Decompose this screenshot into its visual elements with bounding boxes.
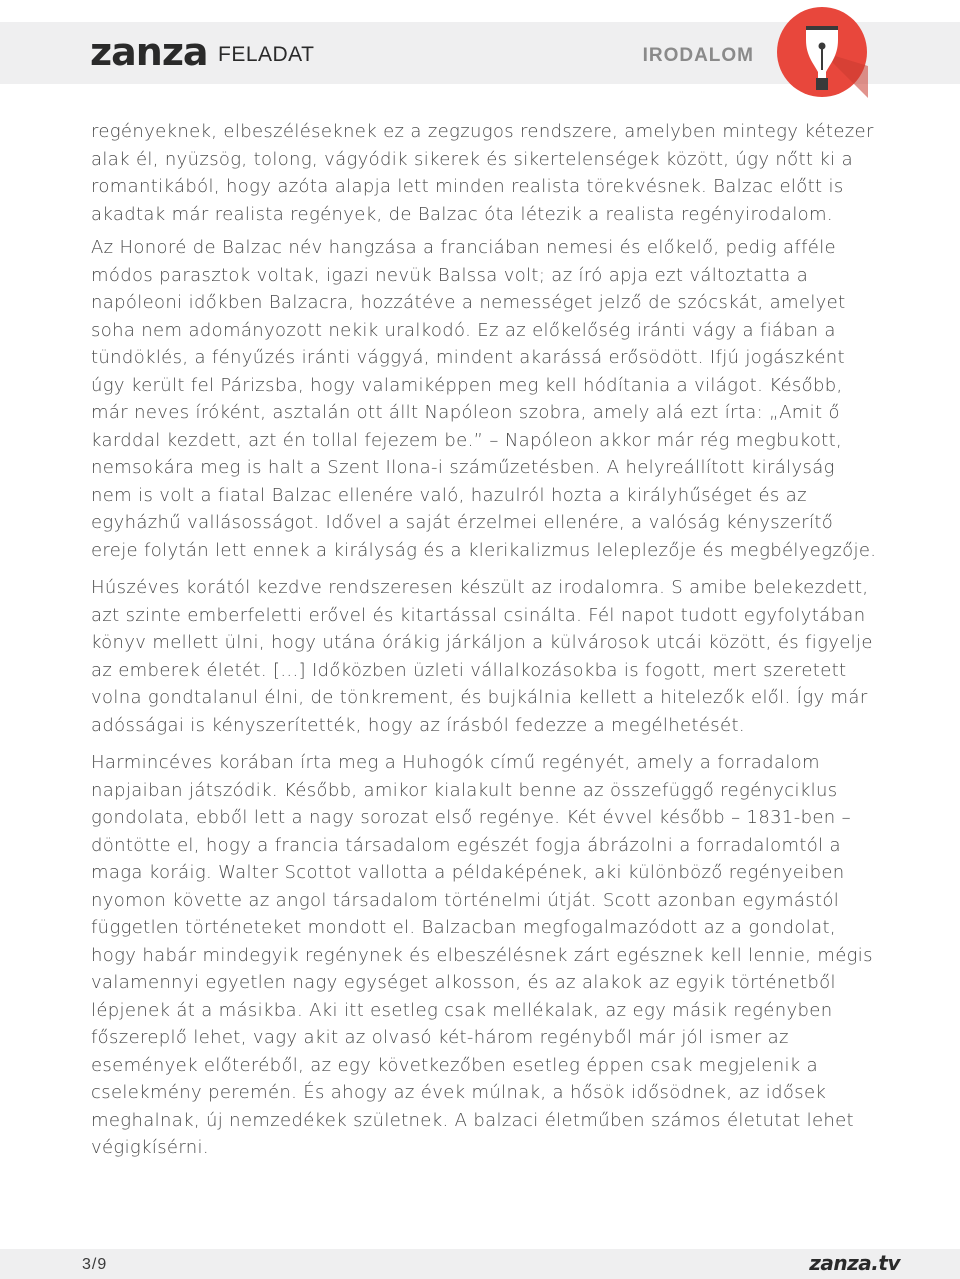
paragraph-3: Húszéves korától kezdve rendszeresen készült az irodalomra. S amibe belekezdett, azt szinte emberfeletti erővel és kitartással csinálta. Fél napot tudott egyfolytában könyv mellett ülni, hogy utána órákig járkáljon a külvárosok utcái között, és figyelje az emberek életét. [...] Időközben üzleti vállalkozásokba is fogott, mert szeretett volna gondtalanul élni, de tönkrement, és bujkálnia kellett a hitelezők elől. Így már adósságai is kényszerítették, hogy az írásból fedezze a megélhetését. (91, 577, 873, 736)
zanza-logo[interactable]: zanza (90, 30, 208, 74)
fountain-pen-nib-icon (776, 6, 868, 98)
footer-logo[interactable]: zanza.tv (809, 1251, 900, 1275)
paragraph-1: regényeknek, elbeszéléseknek ez a zegzugos rendszere, amelyben mintegy kétezer alak él, nyüzsög, tolong, vágyódik sikerek és sikertelenségek között, úgy nőtt ki a romantikából, hogy azóta alapja lett minden realista törekvésnek. Balzac előtt is akadtak már realista regények, de Balzac óta létezik a realista regényirodalom. (91, 121, 874, 225)
paragraph-4: Harmincéves korában írta meg a Huhogók című regényét, amely a forradalom napjaiban játszódik. Később, amikor kialakult benne az összefüggő regényciklus gondolata, ebből lett a nagy sorozat első regénye. Két évvel később – 1831-ben – döntötte el, hogy a francia társadalom egészét fogja ábrázolni a forradalomtól a maga koráig. Walter Scottot vallotta a példaképének, aki különböző regényeiben nyomon követte az angol társadalom történelmi útját. Scott azonban egymástól független történeteket mondott el. Balzacban megfogalmazódott az a gondolat, hogy habár mindegyik regénynek és elbeszélésnek zárt egésznek kell lennie, mégis valamennyi egyetlen nagy egységet alkosson, és az alakok az egyik történetből lépjenek át a másikba. Aki itt esetleg csak mellékalak, az egy másik regényben főszereplő lehet, vagy akit az olvasó két-három regényből már jól ismer az események előteréből, az egy következőben esetleg éppen csak megjelenik a cselekmény peremén. És ahogy az évek múlnak, a hősök idősödnek, az idősek meghalnak, új nemzedékek születnek. A balzaci életműben számos életutat lehet végigkísérni. (91, 752, 873, 1158)
page-number: 3/9 (82, 1256, 108, 1273)
paragraph-2: Az Honoré de Balzac név hangzása a franciában nemesi és előkelő, pedig afféle módos parasztok voltak, igazi nevük Balssa volt; az író apja ezt változtatta a napóleoni időkben Balzacra, hozzátéve a nemességet jelző de szócskát, amelyet soha nem adományozott nekik uralkodó. Ez az előkelőség iránti vágy a fiában a tündöklés, a fényűzés iránti vággyá, mindent akarássá erősödött. Ifjú jogászként úgy került fel Párizsba, hogy valamiképpen meg kell hódítania a világot. Később, már neves íróként, asztalán ott állt Napóleon szobra, amely alá ezt írta: „Amit ő karddal kezdett, azt én tollal fejezem be.” – Napóleon akkor már rég megbukott, nemsokára meg is halt a Szent Ilona-i száműzetésben. A helyreállított királyság nem is volt a fiatal Balzac ellenére való, hazulról hozta a királyhűséget és az egyházhű vallásosságot. Idővel a saját érzelmei ellenére, a valóság kényszerítő ereje folytán lett ennek a királyság és a klerikalizmus leleplezője és megbélyegzője. (91, 237, 877, 561)
page-footer (0, 1249, 960, 1279)
subject-label: IRODALOM (642, 45, 754, 66)
section-label: FELADAT (218, 43, 315, 66)
article-body (91, 118, 881, 1172)
